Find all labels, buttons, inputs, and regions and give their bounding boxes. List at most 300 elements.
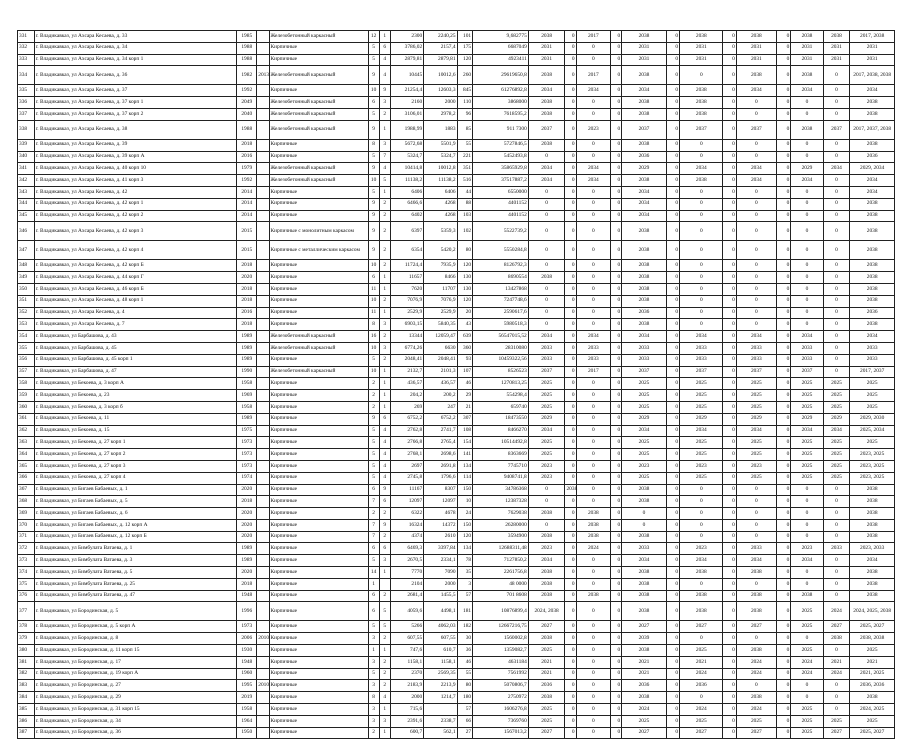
table-cell: 0 (723, 354, 736, 366)
table-cell: 0 (723, 668, 736, 680)
table-row (18, 621, 895, 633)
table-cell: Кирпичные (269, 401, 368, 413)
table-cell: 5 (368, 460, 379, 472)
table-cell (257, 704, 269, 716)
table-cell: 0 (723, 645, 736, 657)
table-row (18, 590, 895, 602)
table-cell: 2034 (791, 331, 823, 343)
table-cell: 0 (723, 186, 736, 198)
table-cell: 2040 (237, 108, 257, 120)
table-cell: 2038 (528, 108, 565, 120)
table-row (18, 633, 895, 645)
table-cell: 1455,5 (424, 590, 457, 602)
table-cell: 2036 (622, 680, 667, 692)
table-cell: 1989 (237, 354, 257, 366)
table-cell: 2038 (622, 260, 667, 272)
table-cell: 2018 (237, 578, 257, 590)
table-cell: 2590617,6 (473, 307, 529, 319)
table-cell: 380 (18, 645, 35, 657)
table-cell: 120 (457, 531, 473, 543)
table-cell: 7090 (424, 567, 457, 579)
table-cell (257, 727, 269, 739)
table-cell (257, 484, 269, 496)
table-cell: 0 (666, 85, 679, 97)
table-cell: 2038 (850, 97, 895, 109)
table-cell: 2027 (736, 727, 776, 739)
table-cell: 1960 (237, 668, 257, 680)
table-cell: 12688311,48 (473, 543, 529, 555)
table-cell (257, 241, 269, 260)
table-cell: 2132,7 (390, 366, 423, 378)
table-cell: 385 (18, 704, 35, 716)
table-cell: 0 (576, 645, 611, 657)
table-cell: 2025 (736, 715, 776, 727)
table-row (18, 508, 895, 520)
table-cell: 8526523 (473, 366, 529, 378)
table-cell: 1 (379, 401, 390, 413)
table-cell: 0 (823, 366, 850, 378)
table-cell: 0 (776, 260, 790, 272)
table-cell: 2020 (237, 484, 257, 496)
table-cell: 2038 (528, 272, 565, 284)
table-cell: 5 (368, 425, 379, 437)
table-cell: 8690554 (473, 272, 529, 284)
table-cell: 1982 (237, 66, 257, 85)
table-cell: 0 (776, 283, 790, 295)
table-cell: 1 (379, 186, 390, 198)
table-cell: 0 (611, 354, 622, 366)
table-cell (257, 449, 269, 461)
table-cell: 0 (576, 460, 611, 472)
table-cell: 1989 (237, 342, 257, 354)
table-cell: 0 (723, 241, 736, 260)
table-cell: 2034 (823, 163, 850, 175)
table-cell: 0 (565, 633, 576, 645)
table-cell: 24 (457, 508, 473, 520)
table-cell: 0 (666, 633, 679, 645)
table-cell: Кирпичные (269, 307, 368, 319)
table-cell: 2038 (850, 210, 895, 222)
table-cell: 2017, 2037 (850, 366, 895, 378)
table-cell: 0 (791, 680, 823, 692)
table-cell: 0 (611, 496, 622, 508)
table-cell: г. Владикавказ, ул Бородинская, д. 36 (34, 727, 237, 739)
table-cell: 0 (666, 331, 679, 343)
table-cell: 2038 (850, 283, 895, 295)
table-cell: 0 (723, 260, 736, 272)
table-cell: Кирпичные (269, 680, 368, 692)
table-cell: 0 (666, 283, 679, 295)
table-cell: 2017 (576, 366, 611, 378)
table-cell: 0 (776, 692, 790, 704)
table-cell: 0 (565, 108, 576, 120)
table-cell: 0 (576, 139, 611, 151)
table-cell: 0 (776, 54, 790, 66)
table-cell: 2 (379, 633, 390, 645)
table-cell: 0 (611, 42, 622, 54)
table-cell: 2014 (237, 186, 257, 198)
table-cell: 2017, 2038 (850, 31, 895, 43)
table-cell: 2025 (850, 645, 895, 657)
table-cell: 12097 (424, 496, 457, 508)
table-cell: 0 (823, 484, 850, 496)
table-cell: 0 (723, 139, 736, 151)
table-cell: 3 (379, 342, 390, 354)
table-cell: 0 (611, 139, 622, 151)
table-cell: 351 (457, 163, 473, 175)
table-cell: 2765,4 (424, 437, 457, 449)
table-row (18, 354, 895, 366)
table-cell: 2000 (424, 578, 457, 590)
table-cell: 2 (368, 390, 379, 402)
table-cell: 14 (368, 567, 379, 579)
table-cell: 0 (565, 668, 576, 680)
table-cell: 0 (666, 590, 679, 602)
table-cell: 6322 (390, 508, 423, 520)
table-cell: 2025 (791, 472, 823, 484)
table-cell: 0 (776, 151, 790, 163)
table-cell: 26280000 (473, 519, 529, 531)
table-cell: 1958 (237, 704, 257, 716)
table-cell: 2025 (680, 449, 723, 461)
table-cell: 2038 (680, 175, 723, 187)
table-cell: 1974 (237, 472, 257, 484)
table-cell: 344 (18, 198, 35, 210)
table-cell: 2027 (528, 621, 565, 633)
table-cell: 2391,6 (390, 715, 423, 727)
table-cell: 0 (776, 378, 790, 390)
table-cell: 0 (791, 692, 823, 704)
table-cell: 9,682775 (473, 31, 529, 43)
table-cell: 2027 (823, 727, 850, 739)
table-cell: 0 (576, 390, 611, 402)
table-cell: 0 (680, 484, 723, 496)
table-cell: 747,6 (390, 645, 423, 657)
table-cell: 2 (379, 508, 390, 520)
table-cell: 0 (776, 31, 790, 43)
table-cell (257, 54, 269, 66)
table-cell: 0 (565, 198, 576, 210)
table-cell: 5 (379, 621, 390, 633)
table-cell: 5 (368, 621, 379, 633)
table-cell: 2038 (736, 645, 776, 657)
table-cell: Кирпичные с металлическим каркасом (269, 241, 368, 260)
table-cell: г. Владикавказ, ул Бородинская, д. 34 (34, 715, 237, 727)
table-cell: 6466,6 (390, 198, 423, 210)
table-cell: 2023 (680, 543, 723, 555)
table-cell: 78 (457, 555, 473, 567)
table-cell: 0 (666, 108, 679, 120)
table-cell: 7 (368, 531, 379, 543)
table-cell: 2334,1 (424, 555, 457, 567)
table-cell: 2025 (622, 472, 667, 484)
table-cell: 0 (776, 472, 790, 484)
table-cell: 2025 (823, 460, 850, 472)
table-cell: 2038 (622, 645, 667, 657)
table-cell: 0 (611, 531, 622, 543)
table-cell: 2033 (622, 354, 667, 366)
table-cell: 2038 (736, 692, 776, 704)
table-cell: 2 (379, 656, 390, 668)
table-cell: 2025 (823, 715, 850, 727)
table-cell: 369 (18, 508, 35, 520)
table-cell: 2014 (237, 210, 257, 222)
table-cell: 348 (18, 260, 35, 272)
table-cell: 2031 (823, 42, 850, 54)
table-cell: 0 (823, 85, 850, 97)
table-cell: 2240,25 (424, 31, 457, 43)
table-cell: Кирпичные (269, 272, 368, 284)
table-cell: 2048,41 (424, 354, 457, 366)
table-cell: 2025 (736, 449, 776, 461)
table-cell: 5324,7 (390, 151, 423, 163)
table-cell: 2038 (622, 531, 667, 543)
table-cell: 3397,84 (424, 543, 457, 555)
table-cell: 2034 (622, 331, 667, 343)
table-cell: 1973 (237, 449, 257, 461)
table-cell: 2 (379, 590, 390, 602)
table-cell: 6 (368, 484, 379, 496)
table-cell: 0 (680, 531, 723, 543)
table-cell: 0 (576, 295, 611, 307)
table-cell: 18473550 (473, 413, 529, 425)
table-cell: 2031 (736, 42, 776, 54)
table-cell: 0 (723, 437, 736, 449)
table-cell: 2025 (622, 449, 667, 461)
table-cell: 175 (457, 42, 473, 54)
table-cell: Кирпичные (269, 715, 368, 727)
table-row (18, 366, 895, 378)
table-cell: 0 (565, 656, 576, 668)
table-cell: 2025 (823, 378, 850, 390)
table-cell: 2024 (736, 656, 776, 668)
table-cell: 2025 (791, 449, 823, 461)
table-cell: 80 (457, 241, 473, 260)
table-cell: 0 (776, 460, 790, 472)
table-cell: 0 (723, 508, 736, 520)
table-cell: 363 (18, 437, 35, 449)
table-cell: 367 (18, 484, 35, 496)
table-cell: 2033 (680, 354, 723, 366)
table-cell: 383 (18, 680, 35, 692)
table-cell: 2762,8 (390, 425, 423, 437)
table-cell: 0 (576, 151, 611, 163)
table-cell: г. Владикавказ, ул Бородинская, д. 29 (34, 692, 237, 704)
table-cell: 6397 (390, 222, 423, 241)
table-cell: 6 (368, 272, 379, 284)
table-cell: 335 (18, 85, 35, 97)
table-cell: 2681,4 (390, 590, 423, 602)
table-cell: 0 (611, 163, 622, 175)
table-cell: 2016 (237, 151, 257, 163)
table-cell (257, 295, 269, 307)
table-cell: 0 (666, 366, 679, 378)
table-cell: 2025 (850, 401, 895, 413)
table-cell: 0 (776, 401, 790, 413)
table-cell: 11724,4 (390, 260, 423, 272)
table-cell: 354 (18, 331, 35, 343)
table-cell: 2025 (622, 715, 667, 727)
table-cell: 2025 (680, 390, 723, 402)
table-cell: 0 (576, 449, 611, 461)
table-cell: 2029, 2034 (850, 163, 895, 175)
table-cell: г. Владикавказ, ул Ахсара Кесаева, д. 42 корп 2 (34, 210, 237, 222)
table-cell: 2038 (576, 508, 611, 520)
table-cell (257, 496, 269, 508)
table-cell: 0 (723, 210, 736, 222)
table-cell: 0 (723, 704, 736, 716)
table-cell: Кирпичные (269, 508, 368, 520)
table-row (18, 543, 895, 555)
table-cell: 2038 (850, 108, 895, 120)
table-cell: 1992 (237, 85, 257, 97)
table-cell: 2038 (680, 85, 723, 97)
table-cell: 0 (666, 727, 679, 739)
table-cell: 0 (576, 108, 611, 120)
table-cell: 0 (666, 120, 679, 139)
table-cell: 2023 (791, 543, 823, 555)
table-cell: 0 (611, 307, 622, 319)
table-cell: 0 (680, 66, 723, 85)
table-cell: 3868000 (473, 97, 529, 109)
table-cell: 0 (723, 151, 736, 163)
table-cell: 8 (368, 319, 379, 331)
table-cell: 0 (611, 484, 622, 496)
table-cell: 4 (379, 692, 390, 704)
table-cell: 1 (379, 366, 390, 378)
table-row (18, 567, 895, 579)
table-cell: 0 (776, 668, 790, 680)
table-cell: 0 (776, 272, 790, 284)
table-cell: 0 (528, 519, 565, 531)
table-cell: 0 (823, 307, 850, 319)
table-cell: 0 (823, 331, 850, 343)
table-row (18, 496, 895, 508)
table-cell: 3 (379, 139, 390, 151)
table-cell: 0 (565, 241, 576, 260)
table-row (18, 715, 895, 727)
table-cell: 0 (723, 472, 736, 484)
table-cell (257, 163, 269, 175)
table-cell: г. Владикавказ, ул Бородинская, д. 5 корп А (34, 621, 237, 633)
table-cell (257, 531, 269, 543)
table-cell: 2038 (528, 508, 565, 520)
table-cell: 2029 (622, 163, 667, 175)
table-cell: 2000 (390, 692, 423, 704)
table-cell (257, 543, 269, 555)
table-cell: 0 (576, 715, 611, 727)
table-cell: Железобетонный каркасный (269, 366, 368, 378)
table-cell: 5550284,8 (473, 241, 529, 260)
table-cell: 1973 (237, 460, 257, 472)
table-cell: 0 (611, 633, 622, 645)
table-cell: 2021 (823, 656, 850, 668)
table-cell (257, 260, 269, 272)
table-cell: 10012,8 (424, 163, 457, 175)
table-cell: 0 (611, 85, 622, 97)
table-cell: г. Владикавказ, ул Бекоева, д. 3 корп А (34, 378, 237, 390)
table-cell: г. Владикавказ, ул Ахсара Кесаева, д. 37 корп 1 (34, 97, 237, 109)
table-cell: 2 (379, 222, 390, 241)
table-cell: 2036 (622, 307, 667, 319)
table-cell: 2038 (850, 519, 895, 531)
table-cell: 0 (776, 602, 790, 621)
table-cell: 2033 (850, 342, 895, 354)
table-cell: 0 (666, 496, 679, 508)
table-cell: 0 (736, 151, 776, 163)
table-cell: 2024 (736, 668, 776, 680)
table-cell: 0 (576, 555, 611, 567)
table-cell: 351 (18, 295, 35, 307)
table-cell: 0 (565, 54, 576, 66)
table-cell: 0 (723, 543, 736, 555)
table-cell: 3 (368, 656, 379, 668)
table-cell: 360 (18, 401, 35, 413)
table-cell: 0 (736, 496, 776, 508)
table-cell: 0 (680, 272, 723, 284)
table-row (18, 241, 895, 260)
table-cell: 2038 (528, 97, 565, 109)
table-cell: г. Владикавказ, ул Бекоева, д. 11 (34, 413, 237, 425)
table-cell (257, 342, 269, 354)
table-row (18, 413, 895, 425)
table-cell: 2037 (736, 366, 776, 378)
table-row (18, 66, 895, 85)
table-cell: г. Владикавказ, ул Бигаев Бабаевых, д. 5 (34, 496, 237, 508)
table-cell: 0 (565, 555, 576, 567)
table-cell: 4 (379, 449, 390, 461)
table-cell: 7561992 (473, 668, 529, 680)
table-cell: 2015 (237, 241, 257, 260)
table-cell (257, 378, 269, 390)
table-cell: 0 (680, 198, 723, 210)
table-cell: 1 (379, 727, 390, 739)
table-cell: 2034 (850, 555, 895, 567)
table-cell: 2038 (850, 319, 895, 331)
table-cell: 0 (791, 272, 823, 284)
table-cell: 0 (791, 484, 823, 496)
table-cell: 2038 (622, 108, 667, 120)
table-cell: 1975 (237, 425, 257, 437)
table-cell: 0 (680, 210, 723, 222)
table-cell: 0 (723, 331, 736, 343)
table-cell: 0 (565, 366, 576, 378)
table-cell: 0 (776, 307, 790, 319)
table-cell: 0 (776, 241, 790, 260)
table-cell: 0 (565, 66, 576, 85)
table-cell: 2017, 2037, 2038 (850, 120, 895, 139)
table-cell: 2033 (576, 342, 611, 354)
table-cell: 0 (576, 222, 611, 241)
table-cell: 0 (776, 704, 790, 716)
table-cell: 0 (576, 272, 611, 284)
table-cell: 3 (368, 715, 379, 727)
table-cell: 2024, 2038 (528, 602, 565, 621)
table-row (18, 272, 895, 284)
table-cell: 2029, 2030 (850, 413, 895, 425)
table-cell: 0 (611, 241, 622, 260)
table-cell: Железобетонный каркасный (269, 342, 368, 354)
table-cell: 61276892,8 (473, 85, 529, 97)
table-cell: 1560002,8 (473, 633, 529, 645)
table-cell: 0 (776, 42, 790, 54)
table-cell: 1 (379, 307, 390, 319)
table-cell: 2024 (736, 704, 776, 716)
table-cell: 1606276,8 (473, 704, 529, 716)
table-row (18, 437, 895, 449)
table-cell (257, 331, 269, 343)
table-cell: 339 (18, 139, 35, 151)
